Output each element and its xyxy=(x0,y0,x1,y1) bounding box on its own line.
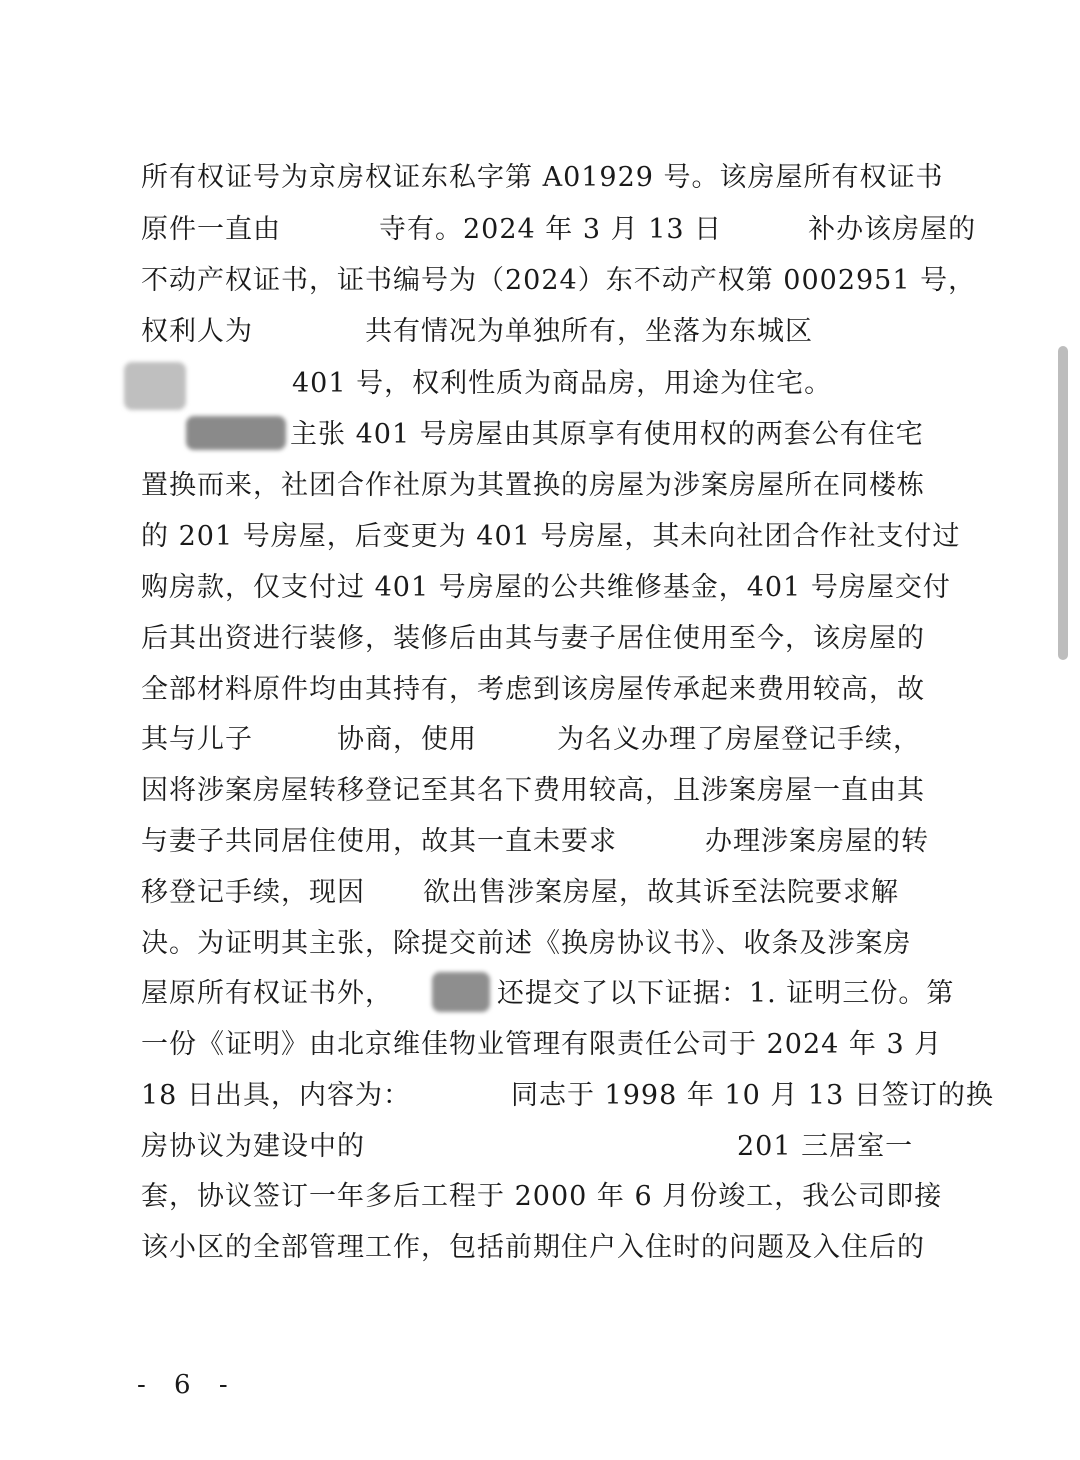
text-line xyxy=(141,210,977,250)
text-line xyxy=(292,364,932,404)
text-segment: 同志于 1998 年 10 月 13 日签订的换 xyxy=(510,1080,994,1111)
text-segment: 办理涉案房屋的转 xyxy=(705,826,929,857)
text-line xyxy=(141,1025,941,1065)
text-segment: 权利人为 xyxy=(141,316,253,347)
text-segment: 201 三居室一 xyxy=(737,1131,914,1162)
page-number: - 6 - xyxy=(137,1370,238,1400)
text-line xyxy=(141,158,944,198)
text-line xyxy=(141,873,941,913)
text-line xyxy=(141,1177,941,1217)
text-segment: 与妻子共同居住使用，故其一直未要求 xyxy=(141,826,617,857)
redaction-block-left xyxy=(124,362,186,410)
text-segment: 为名义办理了房屋登记手续， xyxy=(557,724,921,755)
text-segment: 一份《证明》由北京维佳物业管理有限责任公司于 2024 年 3 月 xyxy=(141,1029,943,1060)
text-line xyxy=(141,466,941,506)
text-segment: 原件一直由 xyxy=(141,214,281,245)
text-line xyxy=(141,261,977,301)
text-segment: 共有情况为单独所有，坐落为东城区 xyxy=(365,316,813,347)
text-segment: 主张 401 号房屋由其原享有使用权的两套公有住宅 xyxy=(290,419,924,450)
text-segment: 寺有。2024 年 3 月 13 日 xyxy=(379,214,723,245)
text-line xyxy=(141,670,941,710)
text-segment: 的 201 号房屋，后变更为 401 号房屋，其未向社团合作社支付过 xyxy=(141,521,961,552)
text-segment: 不动产权证书，证书编号为（2024）东不动产权第 0002951 号， xyxy=(141,265,977,296)
text-line xyxy=(141,1127,941,1167)
text-segment: 补办该房屋的 xyxy=(808,214,977,245)
text-line xyxy=(290,415,940,455)
text-segment: 套，协议签订一年多后工程于 2000 年 6 月份竣工，我公司即接 xyxy=(141,1181,943,1212)
text-line xyxy=(141,568,951,608)
text-segment: 置换而来，社团合作社原为其置换的房屋为涉案房屋所在同楼栋 xyxy=(141,470,925,501)
text-line xyxy=(141,974,955,1014)
text-segment: 还提交了以下证据：1. 证明三份。第 xyxy=(497,978,955,1009)
text-segment: 协商，使用 xyxy=(337,724,477,755)
text-line xyxy=(141,312,941,352)
text-segment: 全部材料原件均由其持有，考虑到该房屋传承起来费用较高，故 xyxy=(141,674,925,705)
text-segment: 18 日出具，内容为： xyxy=(141,1080,411,1111)
text-line xyxy=(141,517,961,557)
text-segment: 401 号，权利性质为商品房，用途为住宅。 xyxy=(292,368,833,399)
text-segment: 欲出售涉案房屋，故其诉至法院要求解 xyxy=(423,877,899,908)
text-line xyxy=(141,924,941,964)
text-segment: 屋原所有权证书外， xyxy=(141,978,393,1009)
text-segment: 所有权证号为京房权证东私字第 A01929 号。该房屋所有权证书 xyxy=(141,162,944,193)
text-line xyxy=(141,1228,941,1268)
text-line xyxy=(141,822,941,862)
text-segment: 购房款，仅支付过 401 号房屋的公共维修基金，401 号房屋交付 xyxy=(141,572,951,603)
scrollbar-thumb[interactable] xyxy=(1058,346,1068,660)
text-segment: 因将涉案房屋转移登记至其名下费用较高，且涉案房屋一直由其 xyxy=(141,775,925,806)
text-segment: 其与儿子 xyxy=(141,724,253,755)
text-segment: 房协议为建设中的 xyxy=(141,1131,365,1162)
text-segment: 后其出资进行装修，装修后由其与妻子居住使用至今，该房屋的 xyxy=(141,623,925,654)
text-line xyxy=(141,720,941,760)
redaction-block-name xyxy=(186,416,286,450)
text-segment: 决。为证明其主张，除提交前述《换房协议书》、收条及涉案房 xyxy=(141,928,912,959)
text-line xyxy=(141,771,941,811)
text-segment: 移登记手续，现因 xyxy=(141,877,365,908)
text-line xyxy=(141,619,941,659)
text-line xyxy=(141,1076,994,1116)
text-segment: 该小区的全部管理工作，包括前期住户入住时的问题及入住后的 xyxy=(141,1232,925,1263)
